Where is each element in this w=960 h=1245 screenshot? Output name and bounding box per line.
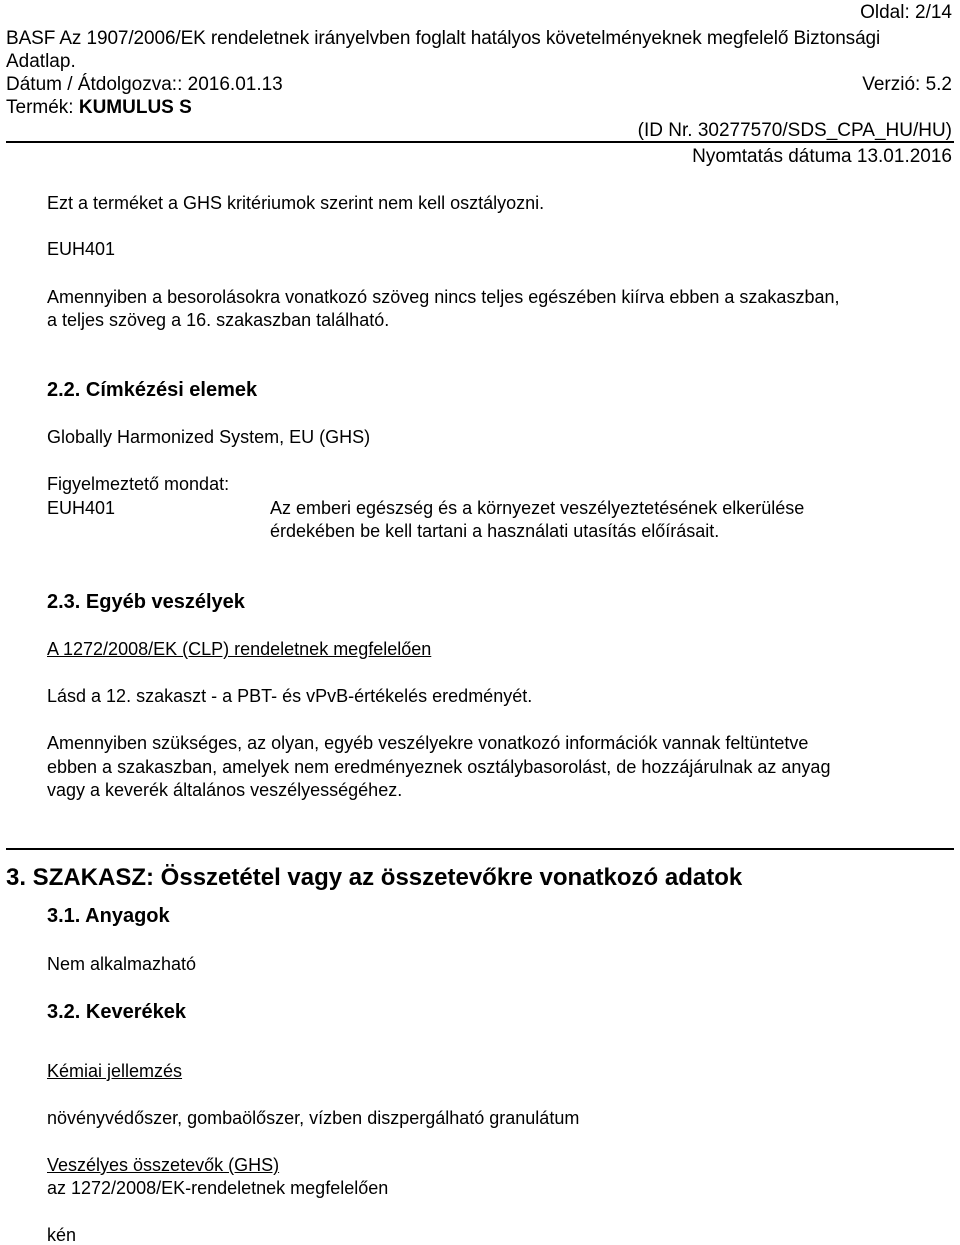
hazardous-components-label: Veszélyes összetevők (GHS) [47,1155,280,1175]
header-rule [6,141,954,143]
hazardous-components-regulation: az 1272/2008/EK-rendeletnek megfelelően [47,1178,389,1198]
section-3-rule [6,848,954,850]
section-3-1-heading: 3.1. Anyagok [47,905,170,927]
print-date: Nyomtatás dátuma 13.01.2016 [692,146,952,167]
full-text-note-cont: a teljes szöveg a 16. szakaszban található. [47,310,390,330]
warning-statement-cont: érdekében be kell tartani a használati utasítás előírásait. [270,521,720,541]
full-text-note: Amennyiben a besorolásokra vonatkozó szöveg nincs teljes egészében kiírva ebben a szakaszban, [47,287,840,307]
id-number: (ID Nr. 30277570/SDS_CPA_HU/HU) [637,120,952,141]
section-3-heading: 3. SZAKASZ: Összetétel vagy az összetevőkre vonatkozó adatok [6,864,743,891]
other-hazards-cont1: ebben a szakaszban, amelyek nem eredményeznek osztálybasorolást, de hozzájárulnak az anyag [47,757,831,777]
chemical-characterization-label: Kémiai jellemzés [47,1061,183,1081]
clp-regulation: A 1272/2008/EK (CLP) rendeletnek megfelelően [47,639,432,659]
ghs-note: Ezt a terméket a GHS kritériumok szerint nem kell osztályozni. [47,193,545,213]
product-name: KUMULUS S [78,97,192,118]
page-number: Oldal: 2/14 [860,2,952,23]
document-title-cont: Adatlap. [6,51,76,72]
version: Verzió: 5.2 [862,74,952,95]
warning-code: EUH401 [47,498,116,518]
chemical-characterization: növényvédőszer, gombaölőszer, vízben diszpergálható granulátum [47,1108,580,1128]
euh-code: EUH401 [47,239,116,259]
section-3-2-heading: 3.2. Keverékek [47,1001,187,1023]
section-2-3-heading: 2.3. Egyéb veszélyek [47,591,245,613]
warning-label: Figyelmeztető mondat: [47,474,230,494]
other-hazards: Amennyiben szükséges, az olyan, egyéb veszélyekre vonatkozó információk vannak feltüntetve [47,733,809,753]
revision-date: Dátum / Átdolgozva:: 2016.01.13 [6,74,283,95]
ghs-system: Globally Harmonized System, EU (GHS) [47,427,371,447]
product-label: Termék: [6,97,74,118]
pbt-note: Lásd a 12. szakaszt - a PBT- és vPvB-értékelés eredményét. [47,686,533,706]
other-hazards-cont2: vagy a keverék általános veszélyességéhez. [47,780,403,800]
product-line [6,98,192,117]
section-2-2-heading: 2.2. Címkézési elemek [47,379,258,401]
substances-text: Nem alkalmazható [47,954,197,974]
warning-statement: Az emberi egészség és a környezet veszélyeztetésének elkerülése [270,498,805,518]
component-name: kén [47,1225,77,1245]
document-title: BASF Az 1907/2006/EK rendeletnek irányelvben foglalt hatályos követelményeknek megfelelő Biztonsági [6,28,881,49]
